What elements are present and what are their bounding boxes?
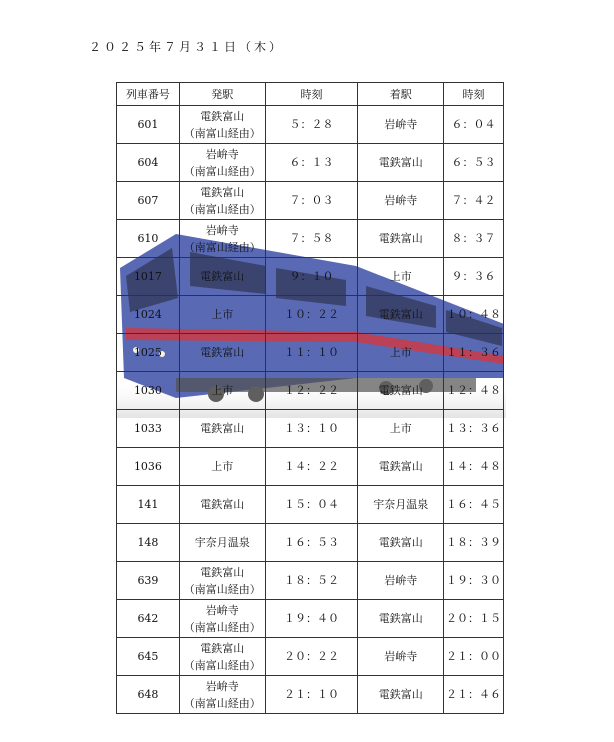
train-number-cell: 639 [117,562,180,600]
departure-station-name: 電鉄富山 [200,565,245,579]
arrival-station-cell: 上市 [358,334,444,372]
departure-station-cell [179,334,265,372]
table-row [117,372,504,410]
train-number-cell: 604 [117,144,180,182]
table-row [117,296,504,334]
train-number-cell: 1030 [117,372,180,410]
table-row [117,334,504,372]
departure-station-cell [179,600,265,638]
departure-station-cell [179,372,265,410]
train-number-cell: 645 [117,638,180,676]
arrival-station-cell: 電鉄富山 [358,144,444,182]
arrival-time-cell: １３：３６ [444,410,504,448]
departure-station-name: 岩峅寺 [205,603,239,617]
departure-station-name: 電鉄富山 [200,422,245,435]
table-row [117,258,504,296]
train-number-cell: 1033 [117,410,180,448]
train-number-cell: 610 [117,220,180,258]
header-arrival-station: 着駅 [358,83,444,106]
timetable [116,82,504,714]
route-via-note: （南富山経由） [183,126,261,140]
departure-time-cell: １６：５３ [265,524,358,562]
departure-station-name: 電鉄富山 [200,498,245,511]
document-date: ２０２５年７月３１日（木） [89,40,285,54]
header-train-number: 列車番号 [117,83,180,106]
departure-station-cell [179,182,265,220]
header-departure-station: 発駅 [179,83,265,106]
departure-time-cell: １０：２２ [265,296,358,334]
timetable-body [117,106,504,714]
table-row [117,600,504,638]
arrival-time-cell: ９：３６ [444,258,504,296]
departure-station-cell [179,562,265,600]
departure-time-cell: ２１：１０ [265,676,358,714]
departure-time-cell: ９：１０ [265,258,358,296]
arrival-station-cell: 岩峅寺 [358,638,444,676]
departure-time-cell: １３：１０ [265,410,358,448]
table-header-row [117,83,504,106]
departure-station-cell [179,486,265,524]
departure-station-name: 岩峅寺 [205,147,239,161]
table-row [117,144,504,182]
departure-station-cell [179,296,265,334]
arrival-time-cell: １４：４８ [444,448,504,486]
departure-time-cell: １２：２２ [265,372,358,410]
arrival-time-cell: １９：３０ [444,562,504,600]
arrival-time-cell: １６：４５ [444,486,504,524]
departure-station-name: 岩峅寺 [205,679,239,693]
arrival-station-cell: 電鉄富山 [358,372,444,410]
table-row [117,638,504,676]
arrival-station-cell: 電鉄富山 [358,524,444,562]
arrival-station-cell: 岩峅寺 [358,106,444,144]
train-number-cell: 642 [117,600,180,638]
departure-station-name: 電鉄富山 [200,641,245,655]
departure-time-cell: １８：５２ [265,562,358,600]
train-number-cell: 141 [117,486,180,524]
departure-station-name: 上市 [211,308,234,321]
departure-time-cell: １５：０４ [265,486,358,524]
departure-station-name: 電鉄富山 [200,109,245,123]
arrival-time-cell: １８：３９ [444,524,504,562]
arrival-time-cell: １２：４８ [444,372,504,410]
departure-station-cell [179,106,265,144]
table-row [117,106,504,144]
arrival-time-cell: １０：４８ [444,296,504,334]
departure-station-name: 上市 [211,384,234,397]
route-via-note: （南富山経由） [183,696,261,710]
header-arrival-time: 時刻 [444,83,504,106]
departure-time-cell: ５：２８ [265,106,358,144]
departure-station-name: 電鉄富山 [200,185,245,199]
departure-time-cell: １９：４０ [265,600,358,638]
departure-time-cell: １４：２２ [265,448,358,486]
arrival-station-cell: 岩峅寺 [358,182,444,220]
departure-station-name: 宇奈月温泉 [194,536,250,549]
departure-time-cell: ７：０３ [265,182,358,220]
departure-station-name: 岩峅寺 [205,223,239,237]
table-row [117,448,504,486]
departure-time-cell: １１：１０ [265,334,358,372]
departure-station-name: 電鉄富山 [200,346,245,359]
route-via-note: （南富山経由） [183,582,261,596]
arrival-station-cell: 上市 [358,258,444,296]
departure-station-name: 電鉄富山 [200,270,245,283]
arrival-station-cell: 電鉄富山 [358,220,444,258]
route-via-note: （南富山経由） [183,620,261,634]
table-row [117,410,504,448]
departure-station-cell [179,524,265,562]
table-row [117,182,504,220]
train-number-cell: 1036 [117,448,180,486]
departure-station-cell [179,220,265,258]
arrival-time-cell: ６：０４ [444,106,504,144]
arrival-time-cell: １１：３６ [444,334,504,372]
route-via-note: （南富山経由） [183,240,261,254]
train-number-cell: 1024 [117,296,180,334]
departure-station-cell [179,258,265,296]
table-row [117,562,504,600]
arrival-time-cell: ８：３７ [444,220,504,258]
departure-station-name: 上市 [211,460,234,473]
arrival-station-cell: 電鉄富山 [358,448,444,486]
departure-time-cell: ６：１３ [265,144,358,182]
table-row [117,524,504,562]
arrival-time-cell: ２０：１５ [444,600,504,638]
route-via-note: （南富山経由） [183,202,261,216]
departure-station-cell [179,676,265,714]
departure-time-cell: ７：５８ [265,220,358,258]
train-number-cell: 648 [117,676,180,714]
route-via-note: （南富山経由） [183,658,261,672]
departure-station-cell [179,448,265,486]
arrival-station-cell: 電鉄富山 [358,600,444,638]
header-departure-time: 時刻 [265,83,358,106]
arrival-time-cell: ６：５３ [444,144,504,182]
table-row [117,486,504,524]
arrival-station-cell: 電鉄富山 [358,296,444,334]
arrival-time-cell: ２１：４６ [444,676,504,714]
arrival-time-cell: ２１：００ [444,638,504,676]
arrival-station-cell: 電鉄富山 [358,676,444,714]
departure-station-cell [179,144,265,182]
arrival-station-cell: 岩峅寺 [358,562,444,600]
departure-time-cell: ２０：２２ [265,638,358,676]
arrival-station-cell: 宇奈月温泉 [358,486,444,524]
route-via-note: （南富山経由） [183,164,261,178]
train-number-cell: 1025 [117,334,180,372]
departure-station-cell [179,410,265,448]
table-row [117,220,504,258]
arrival-station-cell: 上市 [358,410,444,448]
train-number-cell: 1017 [117,258,180,296]
table-row [117,676,504,714]
train-number-cell: 607 [117,182,180,220]
departure-station-cell [179,638,265,676]
arrival-time-cell: ７：４２ [444,182,504,220]
train-number-cell: 148 [117,524,180,562]
train-number-cell: 601 [117,106,180,144]
